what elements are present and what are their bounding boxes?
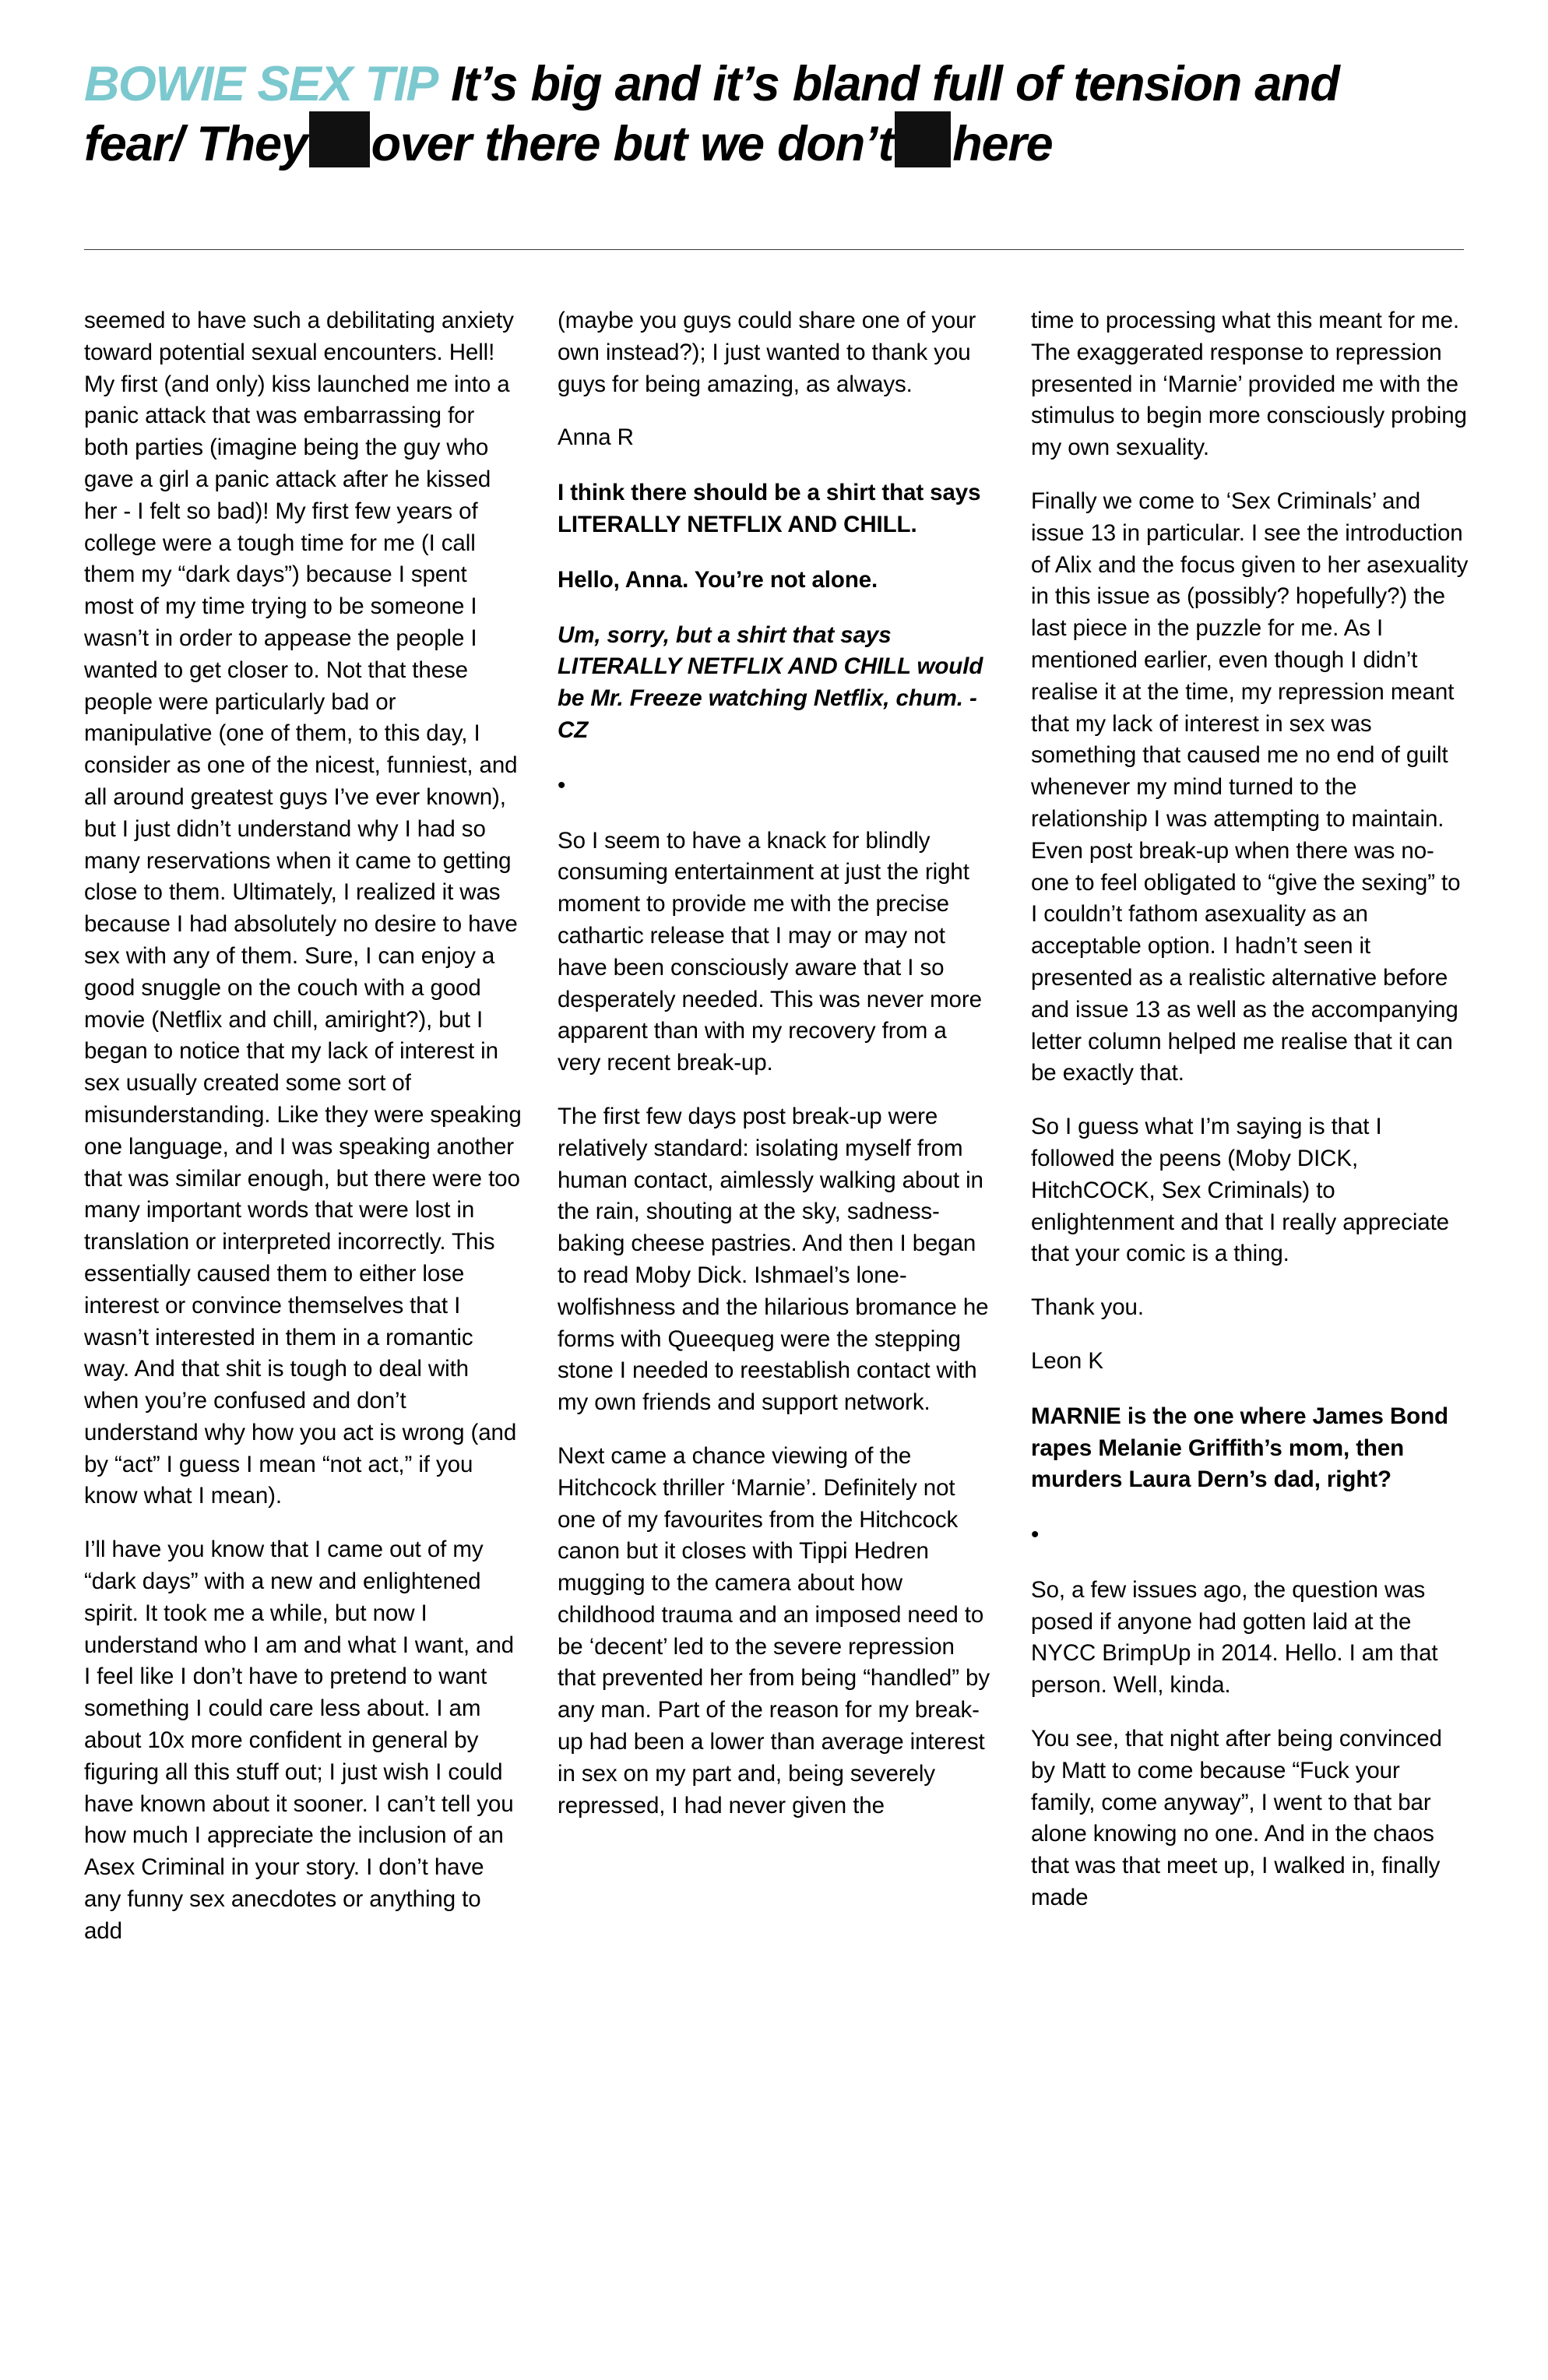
text-column-3 bbox=[1031, 305, 1469, 2346]
letter-paragraph: So, a few issues ago, the question was posed if anyone had gotten laid at the NYCC BrimpUp in 2014. Hello. I am that person. Well, kinda. bbox=[1031, 1576, 1438, 1699]
letter-paragraph: seemed to have such a debilitating anxiety toward potential sexual encounters. Hell! My first (and only) kiss launched me into a panic attack that was embarrassing for both parties (imagine being the guy who gave a girl a panic attack after he kissed her - I felt so bad)! My first few years of college were a tough time for me (I call them my “dark days”) because I spent most of my time trying to be someone I wasn’t in order to appease the people I wanted to get closer to. Not that these people were particularly bad or manipulative (one of them, to this day, I consider as one of the nicest, funniest, and all around greatest guys I’ve ever known), but I just didn’t understand why I had so many reservations when it came to getting close to them. Ultimately, I realized it was because I had absolutely no desire to have sex with any of them. Sure, I can enjoy a good snuggle on the couch with a good movie (Netflix and chill, amiright?), but I began to notice that my lack of interest in sex usually created some sort of misunderstanding. Like they were speaking one language, and I was speaking another that was similar enough, but there were too many important words that were lost in translation or interpreted incorrectly. This essentially caused them to either lose interest or convince themselves that I wasn’t interested in them in a romantic way. And that shit is tough to deal with when you’re confused and don’t understand why how you act is wrong (and by “act” I guess I mean “not act,” if you know what I mean). bbox=[84, 308, 522, 1509]
letter-paragraph: time to processing what this meant for me. The exaggerated response to repression presented in ‘Marnie’ provided me with the stimulus to begin more consciously probing my own sexuality. bbox=[1031, 308, 1467, 461]
letter-paragraph: So I seem to have a knack for blindly consuming entertainment at just the right moment to provide me with the precise cathartic release that I may or may not have been consciously aware that I so desperately needed. This was never more apparent than with my recovery from a very recent break-up. bbox=[558, 827, 982, 1076]
page-headline bbox=[84, 58, 1439, 172]
header-divider bbox=[84, 249, 1464, 250]
letter-paragraph: (maybe you guys could share one of your own instead?); I just wanted to thank you guys for being amazing, as always. bbox=[558, 308, 976, 397]
headline-text-part-1: It’s big and it’s bland full of tension and bbox=[451, 57, 1339, 111]
letter-paragraph: Finally we come to ‘Sex Criminals’ and issue 13 in particular. I see the introduction of Alix and the focus given to her asexuality in this issue as (possibly? hopefully?) the last piece in the puzzle for me. As I mentioned earlier, even though I didn’t realise it at the time, my repression meant that my lack of interest in sex was something that caused me no end of guilt whenever my mind turned to the relationship I was attempting to maintain. Even post break-up when there was no-one to feel obligated to “give the sexing” to I couldn’t fathom asexuality as an acceptable option. I hadn’t seen it presented as a realistic alternative before and issue 13 as well as the accompanying letter column helped me realise that it can be exactly that. bbox=[1031, 488, 1469, 1086]
text-column-1 bbox=[84, 305, 522, 2346]
letter-paragraph: I’ll have you know that I came out of my “dark days” with a new and enlightened spirit. It took me a while, but now I understand who I am and what I want, and I feel like I don’t have to pretend to want something I could care less about. I am about 10x more confident in general by figuring all this stuff out; I just wish I could have known about it sooner. I can’t tell you how much I appreciate the inclusion of an Asex Criminal in your story. I don’t have any funny sex anecdotes or anything to add bbox=[84, 1537, 514, 1944]
letter-paragraph: Um, sorry, but a shirt that says LITERALLY NETFLIX AND CHILL would be Mr. Freeze watching Netflix, chum. -CZ bbox=[558, 621, 983, 743]
redaction-block-icon bbox=[895, 111, 951, 167]
letter-paragraph: Leon K bbox=[1031, 1347, 1103, 1374]
letters-columns bbox=[84, 305, 1470, 2346]
masthead bbox=[78, 0, 1470, 172]
headline-text-part-2c: here bbox=[952, 117, 1053, 172]
bullet-separator: • bbox=[1031, 1522, 1040, 1548]
bullet-separator: • bbox=[558, 772, 566, 798]
text-column-2 bbox=[558, 305, 995, 2346]
headline-text-part-2b: over there but we don’t bbox=[371, 117, 894, 172]
letter-paragraph: Anna R bbox=[558, 424, 634, 451]
letter-paragraph: You see, that night after being convinced by Matt to come because “Fuck your family, come anyway”, I went to that bar alone knowing no one. And in the chaos that was that meet up, I walked in, finally made bbox=[1031, 1726, 1442, 1911]
headline-kicker: BOWIE SEX TIP bbox=[84, 57, 438, 111]
letter-paragraph: I think there should be a shirt that says LITERALLY NETFLIX AND CHILL. bbox=[558, 480, 981, 537]
letter-paragraph: So I guess what I’m saying is that I followed the peens (Moby DICK, HitchCOCK, Sex Criminals) to enlightenment and that I really appreciate that your comic is a thing. bbox=[1031, 1114, 1449, 1267]
headline-text-part-2a: fear/ They bbox=[84, 117, 308, 172]
redaction-block-icon bbox=[309, 111, 370, 167]
letter-paragraph: The first few days post break-up were relatively standard: isolating myself from human contact, aimlessly walking about in the rain, shouting at the sky, sadness-baking cheese pastries. And then I began to read Moby Dick. Ishmael’s lone-wolfishness and the hilarious bromance he forms with Queequeg were the stepping stone I needed to reestablish contact with my own friends and support network. bbox=[558, 1103, 989, 1416]
letter-paragraph: Thank you. bbox=[1031, 1294, 1144, 1321]
letter-paragraph: MARNIE is the one where James Bond rapes Melanie Griffith’s mom, then murders Laura Dern’s dad, right? bbox=[1031, 1403, 1448, 1493]
letter-paragraph: Hello, Anna. You’re not alone. bbox=[558, 566, 878, 593]
letter-paragraph: Next came a chance viewing of the Hitchcock thriller ‘Marnie’. Definitely not one of my favourites from the Hitchcock canon but it closes with Tippi Hedren mugging to the camera about how childhood trauma and an imposed need to be ‘decent’ led to the severe repression that prevented her from being “handled” by any man. Part of the reason for my break-up had been a lower than average interest in sex on my part and, being severely repressed, I had never given the bbox=[558, 1442, 990, 1818]
